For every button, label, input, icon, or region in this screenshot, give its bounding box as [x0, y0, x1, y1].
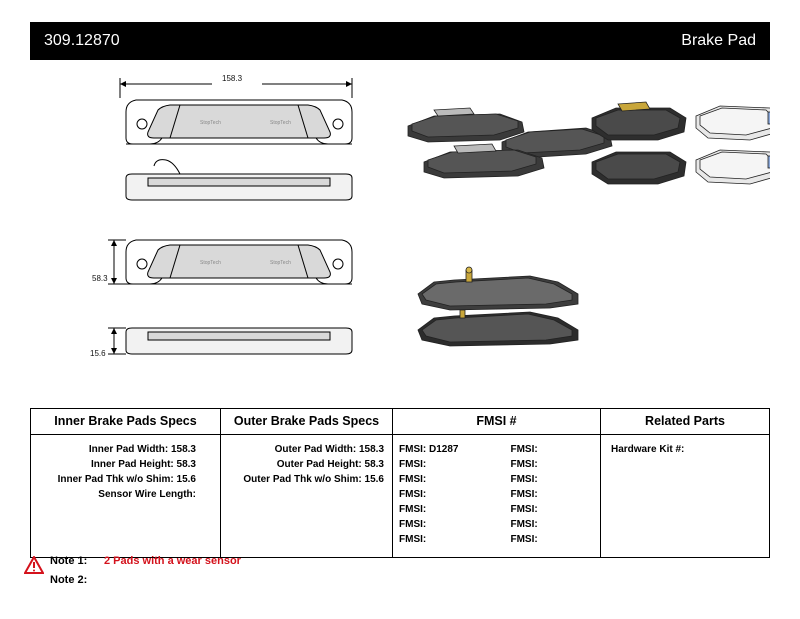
inner-spec-line: Inner Pad Thk w/o Shim: 15.6 [57, 474, 196, 485]
note-2 [50, 571, 650, 590]
specifications-table [30, 408, 770, 558]
dimension-label-height: 58.3 [92, 274, 108, 283]
svg-text:StopTech: StopTech [200, 260, 221, 266]
svg-text:StopTech: StopTech [200, 120, 221, 126]
svg-text:StopTech: StopTech [270, 260, 291, 266]
fmsi-right: FMSI: [510, 474, 538, 485]
outer-spec-line: Outer Pad Height: 58.3 [276, 459, 384, 470]
cell-related-parts [601, 435, 769, 557]
part-number: 309.12870 [44, 32, 120, 49]
fmsi-left: FMSI: [399, 534, 427, 545]
inner-spec-line: Inner Pad Height: 58.3 [90, 459, 196, 470]
cell-inner-specs [31, 435, 221, 557]
pad-photo-group-top [408, 108, 612, 178]
dimension-label-width: 158.3 [222, 74, 243, 83]
fmsi-row [393, 457, 600, 472]
header-outer-specs: Outer Brake Pads Specs [221, 409, 393, 434]
notes-section [50, 552, 650, 590]
header-related-parts: Related Parts [645, 414, 725, 428]
technical-drawing-area [30, 66, 770, 396]
cell-fmsi [393, 435, 601, 557]
inner-spec-line: Inner Pad Width: 158.3 [88, 444, 196, 455]
fmsi-left: FMSI: D1287 [399, 444, 459, 455]
svg-text:StopTech: StopTech [270, 120, 291, 126]
header-bar [30, 22, 770, 60]
fmsi-right: FMSI: [510, 459, 538, 470]
fmsi-left: FMSI: [399, 459, 427, 470]
pad-line-drawings [30, 66, 770, 396]
header-inner-specs: Inner Brake Pads Specs [31, 409, 221, 434]
note-1 [50, 552, 650, 571]
fmsi-row [393, 472, 600, 487]
pad-photo-group-bottom [418, 267, 578, 346]
fmsi-right: FMSI: [510, 504, 538, 515]
fmsi-left: FMSI: [399, 489, 427, 500]
fmsi-row [393, 517, 600, 532]
fmsi-right: FMSI: [510, 519, 538, 530]
fmsi-row [393, 532, 600, 547]
table-header-row [31, 409, 769, 435]
header-fmsi: FMSI # [393, 409, 601, 434]
outer-spec-line: Outer Pad Width: 158.3 [274, 444, 384, 455]
pad-photo-group-top-right [592, 102, 770, 184]
fmsi-right: FMSI: [510, 489, 538, 500]
fmsi-row [393, 502, 600, 517]
fmsi-row [393, 442, 600, 457]
outer-spec-line: Outer Pad Thk w/o Shim: 15.6 [243, 474, 384, 485]
hardware-kit-line: Hardware Kit #: [611, 444, 685, 455]
document-type: Brake Pad [681, 32, 756, 49]
note-1-value: 2 Pads with a wear sensor [104, 555, 241, 567]
fmsi-row [393, 487, 600, 502]
note-1-label: Note 1: [50, 555, 88, 567]
fmsi-left: FMSI: [399, 519, 427, 530]
fmsi-left: FMSI: [399, 504, 427, 515]
table-body-row [31, 435, 769, 557]
note-2-label: Note 2: [50, 574, 88, 586]
cell-outer-specs [221, 435, 393, 557]
fmsi-left: FMSI: [399, 474, 427, 485]
warning-icon [24, 556, 44, 574]
dimension-label-thickness: 15.6 [90, 349, 106, 358]
inner-spec-line: Sensor Wire Length: [98, 489, 196, 500]
fmsi-right: FMSI: [510, 444, 538, 455]
fmsi-right: FMSI: [510, 534, 538, 545]
